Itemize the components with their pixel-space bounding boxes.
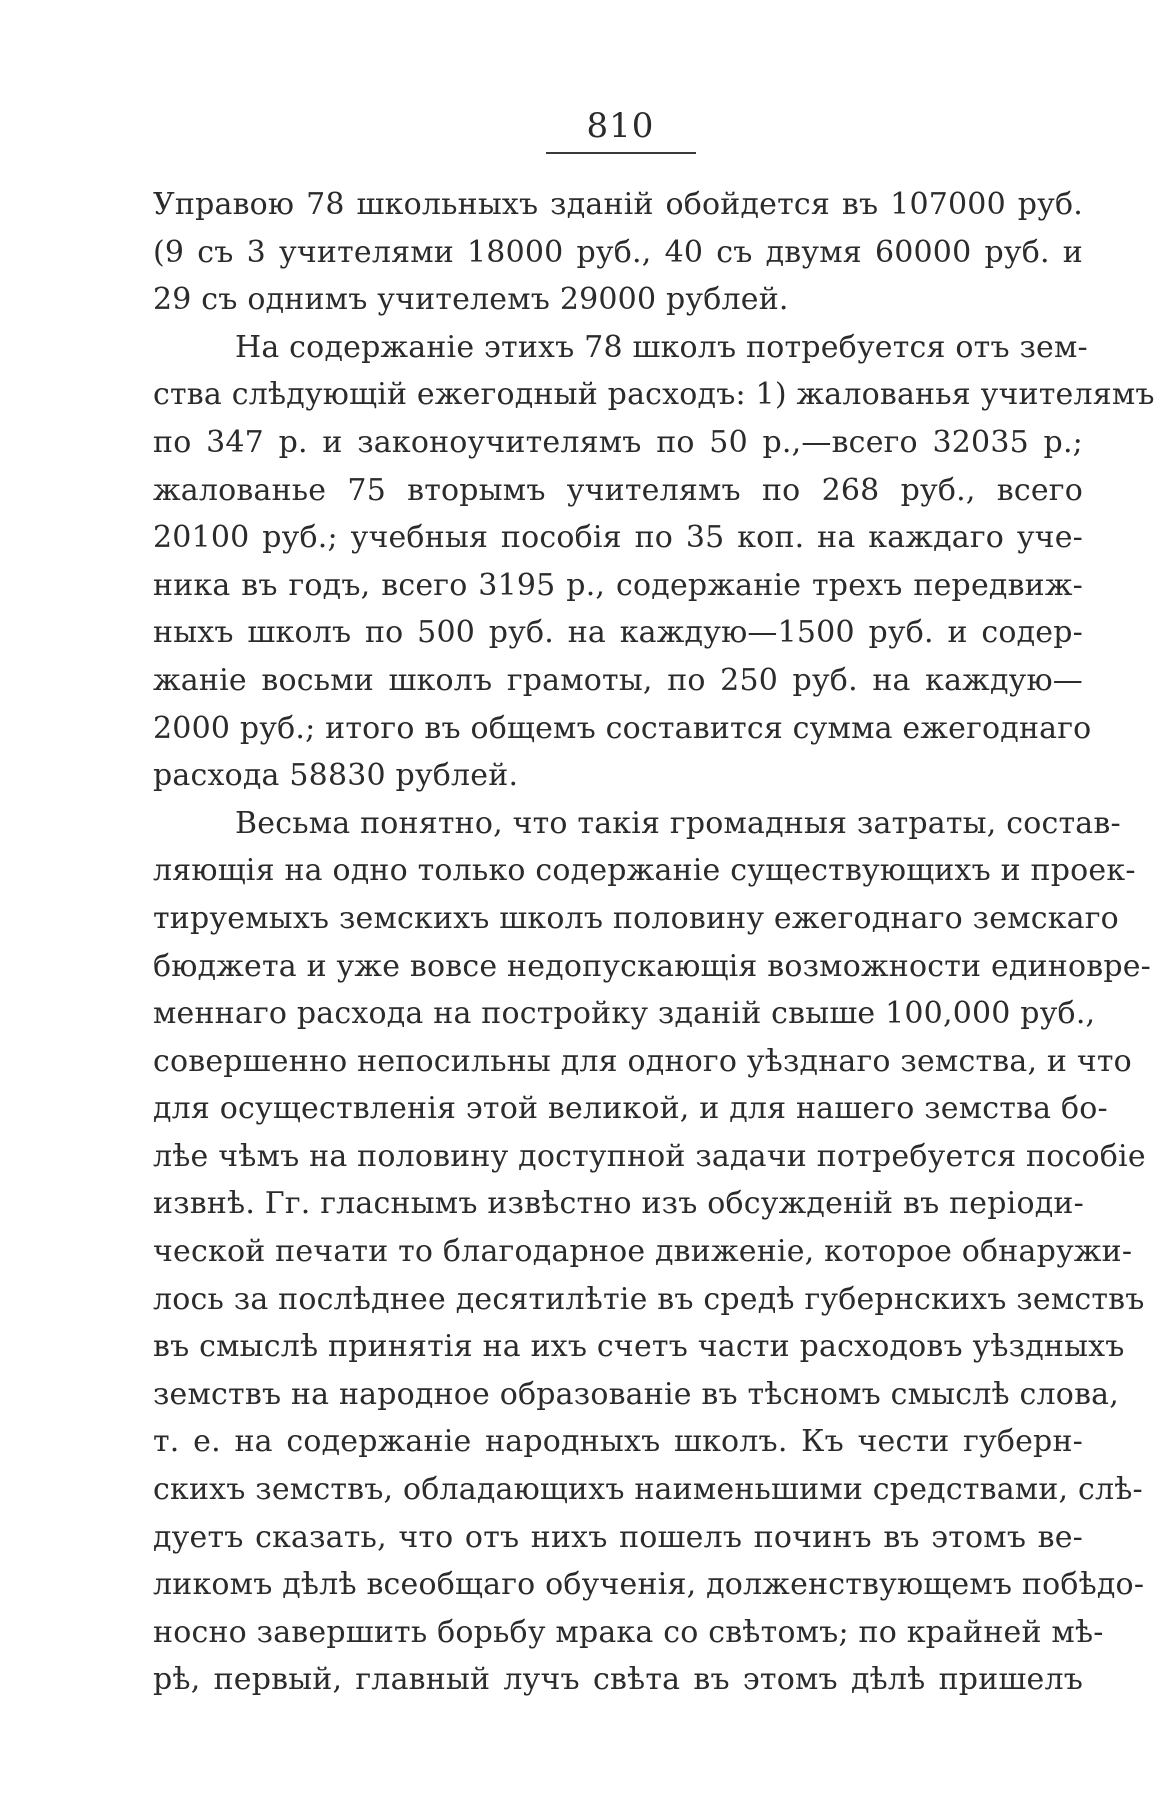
text-line: меннаго расхода на постройку зданій свыше 100,000 руб., bbox=[153, 996, 1096, 1032]
text-line: извнѣ. Гг. гласнымъ извѣстно изъ обсужденій въ періоди- bbox=[153, 1186, 1084, 1222]
text-line: въ смыслѣ принятія на ихъ счетъ части расходовъ уѣздныхъ bbox=[153, 1329, 1125, 1365]
text-line: ства слѣдующій ежегодный расходъ: 1) жалованья учителямъ bbox=[153, 377, 1155, 413]
text-line: ческой печати то благодарное движеніе, которое обнаружи- bbox=[153, 1234, 1133, 1270]
header-rule bbox=[546, 152, 696, 154]
body-text bbox=[153, 181, 1155, 1704]
text-line: лѣе чѣмъ на половину доступной задачи потребуется пособіе bbox=[153, 1138, 1146, 1174]
text-line: т. е. на содержаніе народныхъ школъ. Къ чести губерн- bbox=[153, 1424, 1083, 1460]
text-line: по 347 р. и законоучителямъ по 50 р.,—всего 32035 р.; bbox=[153, 424, 1083, 460]
text-line: ляющія на одно только содержаніе существующихъ и проек- bbox=[153, 853, 1136, 889]
text-line: ныхъ школъ по 500 руб. на каждую—1500 руб. и содер- bbox=[153, 615, 1083, 651]
text-line: носно завершить борьбу мрака со свѣтомъ; по крайней мѣ- bbox=[153, 1614, 1104, 1650]
text-line: 29 съ однимъ учителемъ 29000 рублей. bbox=[153, 282, 789, 318]
text-line: бюджета и уже вовсе недопускающія возможности единовре- bbox=[153, 948, 1152, 984]
text-line: 20100 руб.; учебныя пособія по 35 коп. на каждаго уче- bbox=[153, 520, 1083, 556]
text-line: для осуществленія этой великой, и для нашего земства бо- bbox=[153, 1091, 1108, 1127]
text-line: (9 съ 3 учителями 18000 руб., 40 съ двумя 60000 руб. и bbox=[153, 234, 1083, 270]
text-line: тируемыхъ земскихъ школъ половину ежегоднаго земскаго bbox=[153, 900, 1119, 936]
paragraph-start-line: Весьма понятно, что такія громадныя затраты, состав- bbox=[235, 805, 1121, 841]
text-line: земствъ на народное образованіе въ тѣсномъ смыслѣ слова, bbox=[153, 1376, 1119, 1412]
text-line: ликомъ дѣлѣ всеобщаго обученія, долженствующемъ побѣдо- bbox=[153, 1567, 1145, 1603]
text-line: совершенно непосильны для одного уѣзднаго земства, и что bbox=[153, 1043, 1132, 1079]
text-line: дуетъ сказать, что отъ нихъ пошелъ починъ въ этомъ ве- bbox=[153, 1519, 1083, 1555]
text-line: 2000 руб.; итого въ общемъ составится сумма ежегоднаго bbox=[153, 710, 1092, 746]
text-line: ника въ годъ, всего 3195 р., содержаніе трехъ передвиж- bbox=[153, 567, 1083, 603]
text-line: рѣ, первый, главный лучъ свѣта въ этомъ дѣлѣ пришелъ bbox=[153, 1662, 1083, 1698]
text-line: Управою 78 школьныхъ зданій обойдется въ 107000 руб. bbox=[153, 187, 1083, 222]
text-line: скихъ земствъ, обладающихъ наименьшими средствами, слѣ- bbox=[153, 1472, 1143, 1508]
paragraph-start-line: На содержаніе этихъ 78 школъ потребуется отъ зем- bbox=[235, 329, 1088, 365]
text-line: жаніе восьми школъ грамоты, по 250 руб. на каждую— bbox=[153, 662, 1083, 698]
page-number: 810 bbox=[586, 106, 655, 146]
text-line: лось за послѣднее десятилѣтіе въ средѣ губернскихъ земствъ bbox=[153, 1281, 1145, 1317]
text-line: расхода 58830 рублей. bbox=[153, 758, 519, 794]
text-line: жалованье 75 вторымъ учителямъ по 268 руб., всего bbox=[153, 472, 1083, 508]
